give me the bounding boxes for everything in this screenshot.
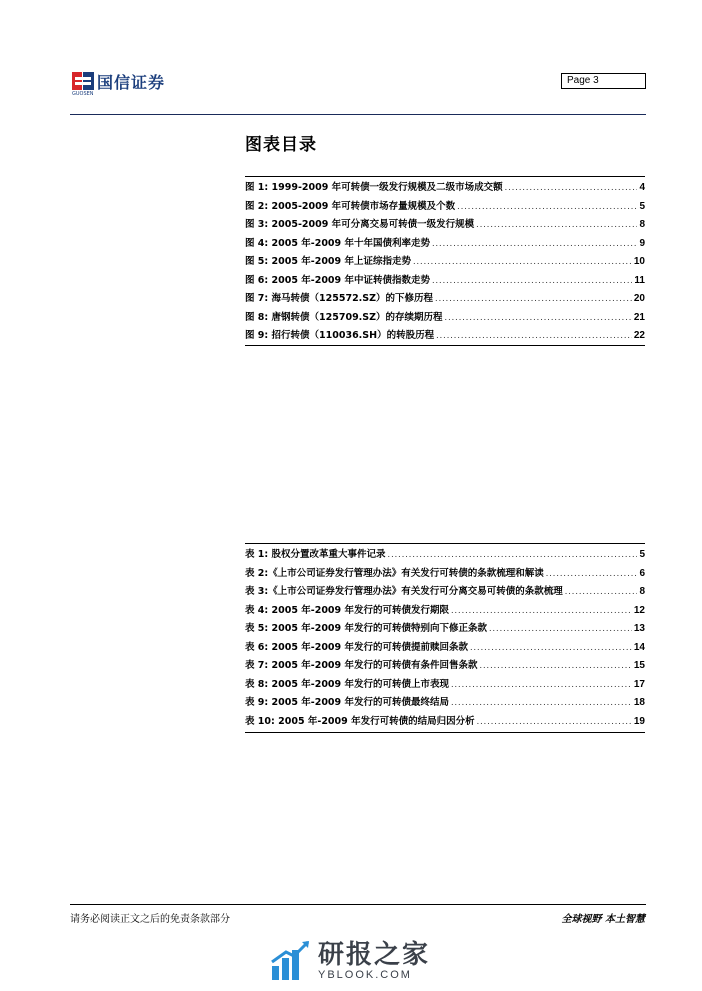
watermark [270, 940, 430, 982]
figure-entry-label: 图 9: 招行转债（110036.SH）的转股历程 [245, 330, 435, 341]
figure-entry-label: 图 1: 1999-2009 年可转债一级发行规模及二级市场成交额 [245, 182, 503, 193]
table-entry[interactable] [245, 657, 645, 676]
table-entry-label: 表 10: 2005 年-2009 年发行可转债的结局归因分析 [245, 715, 475, 727]
dot-leader [435, 290, 632, 309]
tables-bottom-rule [245, 732, 645, 733]
watermark-url: YBLOOK.COM [318, 969, 412, 981]
table-entry-label: 表 7: 2005 年-2009 年发行的可转债有条件回售条款 [245, 660, 478, 671]
figure-entry-label: 图 6: 2005 年-2009 年中证转债指数走势 [245, 274, 430, 286]
footer-slogan: 全球视野 本土智慧 [561, 914, 645, 925]
table-entry-page: 6 [639, 567, 645, 579]
table-entry-label: 表 1: 股权分置改革重大事件记录 [245, 549, 386, 560]
figure-entry-page: 8 [639, 219, 645, 230]
dot-leader [451, 676, 632, 695]
figure-entry-label: 图 4: 2005 年-2009 年十年国债利率走势 [245, 237, 430, 249]
company-logo [72, 68, 166, 97]
figure-entry[interactable] [245, 179, 645, 198]
logo-text: 国信证券 [97, 72, 166, 92]
page-title: 图表目录 [245, 135, 317, 155]
logo-icon [72, 70, 94, 92]
dot-leader [432, 235, 637, 254]
table-entry-page: 18 [633, 697, 645, 708]
table-entry[interactable] [245, 694, 645, 713]
table-entry-label: 表 2:《上市公司证券发行管理办法》有关发行可转债的条款梳理和解读 [245, 567, 544, 579]
figure-entry-page: 22 [633, 330, 645, 341]
table-entry-page: 14 [633, 641, 645, 653]
dot-leader [445, 309, 632, 328]
figure-entry[interactable] [245, 309, 645, 328]
figure-entry-label: 图 3: 2005-2009 年可分离交易可转债一级发行规模 [245, 219, 475, 230]
table-entry-label: 表 9: 2005 年-2009 年发行的可转债最终结局 [245, 697, 449, 708]
table-entry[interactable] [245, 546, 645, 565]
dot-leader [457, 198, 637, 217]
dot-leader [451, 602, 632, 621]
page-number-box: Page 3 [561, 73, 646, 89]
figure-entry-page: 21 [633, 311, 645, 323]
tables-top-rule [245, 543, 645, 544]
dot-leader [565, 583, 638, 602]
dot-leader [476, 216, 637, 235]
table-entry[interactable] [245, 620, 645, 639]
table-entry[interactable] [245, 565, 645, 584]
figure-entry-label: 图 8: 唐钢转债（125709.SZ）的存续期历程 [245, 311, 443, 323]
figure-entry[interactable] [245, 216, 645, 235]
figure-entry-label: 图 2: 2005-2009 年可转债市场存量规模及个数 [245, 200, 456, 212]
table-entry-label: 表 8: 2005 年-2009 年发行的可转债上市表现 [245, 678, 449, 690]
dot-leader [505, 179, 638, 198]
table-entry-page: 15 [633, 660, 645, 671]
figure-entry-page: 20 [633, 293, 645, 304]
figure-entry-label: 图 7: 海马转债（125572.SZ）的下修历程 [245, 293, 434, 304]
figure-entry[interactable] [245, 327, 645, 346]
dot-leader [546, 565, 638, 584]
figure-entry-label: 图 5: 2005 年-2009 年上证综指走势 [245, 256, 411, 267]
table-entry-label: 表 6: 2005 年-2009 年发行的可转债提前赎回条款 [245, 641, 468, 653]
figures-bottom-rule [245, 345, 645, 346]
table-entry-page: 8 [639, 586, 645, 597]
dot-leader [436, 327, 632, 346]
table-entry[interactable] [245, 583, 645, 602]
footer-divider [70, 904, 646, 905]
figure-entry-page: 10 [633, 256, 645, 267]
table-entry-label: 表 5: 2005 年-2009 年发行的可转债特别向下修正条款 [245, 623, 487, 634]
dot-leader [451, 694, 632, 713]
logo-subtext: GUOSEN [72, 91, 94, 97]
table-entry[interactable] [245, 639, 645, 658]
footer-disclaimer: 请务必阅读正文之后的免责条款部分 [70, 914, 230, 925]
table-entry-label: 表 3:《上市公司证券发行管理办法》有关发行可分离交易可转债的条款梳理 [245, 586, 563, 597]
table-entry[interactable] [245, 713, 645, 732]
header-divider [70, 114, 646, 115]
watermark-title: 研报之家 [318, 940, 431, 970]
figure-entry-page: 5 [639, 200, 645, 212]
table-entry-page: 5 [639, 549, 645, 560]
table-entry-page: 17 [633, 678, 645, 690]
dot-leader [489, 620, 632, 639]
figure-entry[interactable] [245, 198, 645, 217]
figure-list [245, 179, 645, 346]
dot-leader [479, 657, 631, 676]
figure-entry[interactable] [245, 272, 645, 291]
figure-entry-page: 4 [639, 182, 645, 193]
table-entry-page: 12 [633, 604, 645, 616]
figure-entry[interactable] [245, 235, 645, 254]
table-entry[interactable] [245, 676, 645, 695]
dot-leader [388, 546, 638, 565]
figure-entry-page: 11 [634, 274, 645, 286]
figures-top-rule [245, 176, 645, 177]
figure-entry[interactable] [245, 290, 645, 309]
table-entry[interactable] [245, 602, 645, 621]
bar-chart-icon [270, 940, 312, 982]
dot-leader [477, 713, 632, 732]
dot-leader [413, 253, 632, 272]
figure-entry[interactable] [245, 253, 645, 272]
table-entry-page: 19 [633, 715, 645, 727]
dot-leader [470, 639, 632, 658]
table-list [245, 546, 645, 731]
figure-entry-page: 9 [639, 237, 645, 249]
dot-leader [432, 272, 632, 291]
table-entry-label: 表 4: 2005 年-2009 年发行的可转债发行期限 [245, 604, 449, 616]
table-entry-page: 13 [633, 623, 645, 634]
